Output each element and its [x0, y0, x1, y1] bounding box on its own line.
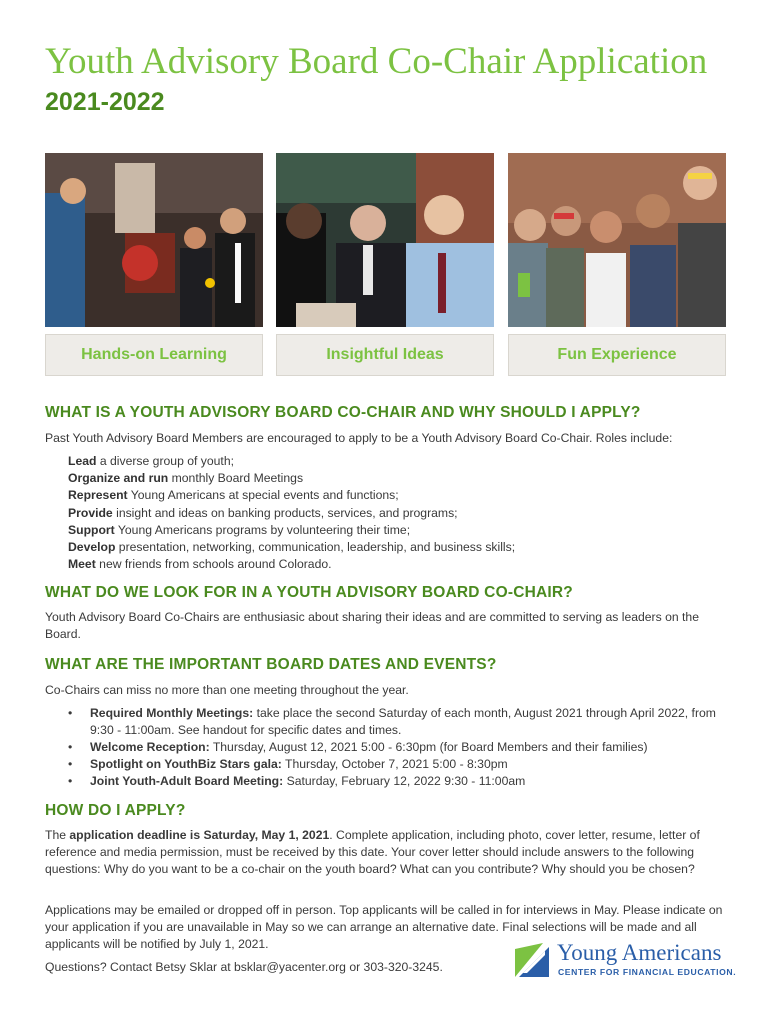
list-item: Represent Young Americans at special events and functions; [68, 488, 399, 503]
list-item: • Joint Youth-Adult Board Meeting: Saturday, February 12, 2022 9:30 - 11:00am [68, 773, 718, 790]
caption-fun-experience: Fun Experience [508, 334, 726, 376]
list-item: • Welcome Reception: Thursday, August 12, 2021 5:00 - 6:30pm (for Board Members and their families) [68, 739, 718, 756]
page-year: 2021-2022 [45, 88, 165, 116]
list-item: Organize and run monthly Board Meetings [68, 471, 304, 486]
list-item: • Required Monthly Meetings: take place the second Saturday of each month, August 2021 through April 2022, from 9:30 - 11:00am. See handout for specific dates and times. [68, 705, 718, 739]
heading-what-we-look-for: WHAT DO WE LOOK FOR IN A YOUTH ADVISORY BOARD CO-CHAIR? [45, 584, 573, 601]
photo-fun-experience [508, 153, 726, 327]
apply-paragraph-1: The application deadline is Saturday, May 1, 2021. Complete application, including photo, cover letter, resume, letter of reference and media permission, must be received by this date. Your cover letter should include answers to the following questions: Why do you want to be a co-chair on the youth board? What can you contribute? Why should you be chosen? [45, 828, 700, 876]
logo-tagline: CENTER FOR FINANCIAL EDUCATION. [558, 967, 737, 977]
contact-line: Questions? Contact Betsy Sklar at bsklar@yacenter.org or 303-320-3245. [45, 960, 443, 974]
page-title: Youth Advisory Board Co-Chair Application [45, 41, 708, 82]
events-list [68, 705, 718, 790]
list-item: Develop presentation, networking, communication, leadership, and business skills; [68, 540, 516, 555]
heading-what-is-co-chair: WHAT IS A YOUTH ADVISORY BOARD CO-CHAIR AND WHY SHOULD I APPLY? [45, 404, 641, 421]
logo-name: Young Americans [557, 940, 722, 965]
heading-board-dates: WHAT ARE THE IMPORTANT BOARD DATES AND EVENTS? [45, 656, 497, 673]
dates-intro: Co-Chairs can miss no more than one meeting throughout the year. [45, 683, 409, 697]
caption-hands-on-learning: Hands-on Learning [45, 334, 263, 376]
list-item: Meet new friends from schools around Colorado. [68, 557, 332, 572]
photo-insightful-ideas [276, 153, 494, 327]
list-item: Lead a diverse group of youth; [68, 454, 234, 468]
roles-list [68, 453, 718, 573]
photo-hands-on-learning [45, 153, 263, 327]
list-item: Support Young Americans programs by volunteering their time; [68, 522, 411, 537]
heading-how-to-apply: HOW DO I APPLY? [45, 802, 186, 819]
list-item: • Spotlight on YouthBiz Stars gala: Thursday, October 7, 2021 5:00 - 8:30pm [68, 756, 718, 773]
list-item: Provide insight and ideas on banking products, services, and programs; [68, 505, 458, 520]
look-for-text: Youth Advisory Board Co-Chairs are enthusiasic about sharing their ideas and are committed to serving as leaders on the Board. [45, 610, 699, 641]
young-americans-logo [515, 940, 737, 983]
roles-intro: Past Youth Advisory Board Members are encouraged to apply to be a Youth Advisory Board Co-Chair. Roles include: [45, 431, 673, 445]
apply-paragraph-2: Applications may be emailed or dropped off in person. Top applicants will be called in for interviews in May. Please indicate on your application if you are unavailable in May so we can arrange an alternative date. Final selections will be made and all applicants will be notified by July 1, 2021. [45, 903, 723, 951]
logo-mark-icon [515, 943, 549, 977]
caption-insightful-ideas: Insightful Ideas [276, 334, 494, 376]
